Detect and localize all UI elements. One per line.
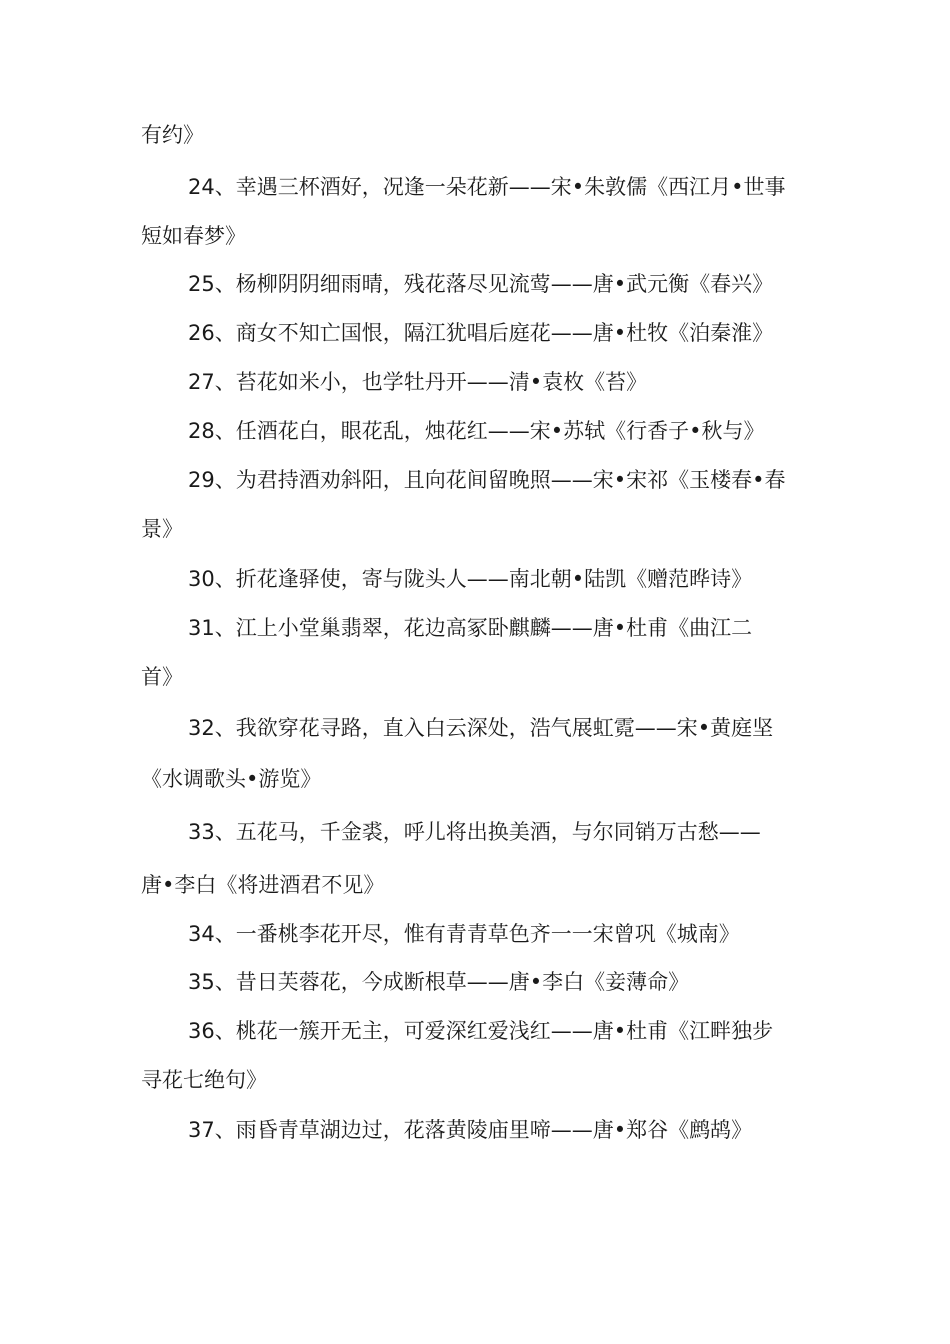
line-text: 寻花七绝句》 bbox=[141, 1068, 267, 1092]
line-text: 34、一番桃李花开尽，惟有青青草色齐一一宋曾巩《城南》 bbox=[188, 922, 740, 946]
line-text: 24、幸遇三杯酒好，况逢一朵花新——宋•朱敦儒《西江月•世事 bbox=[188, 175, 786, 199]
line-text: 26、商女不知亡国恨，隔江犹唱后庭花——唐•杜牧《泊秦淮》 bbox=[188, 321, 774, 345]
line-text: 景》 bbox=[141, 517, 183, 541]
line-text: 31、江上小堂巢翡翠，花边高冢卧麒麟——唐•杜甫《曲江二 bbox=[188, 616, 753, 640]
line-text: 37、雨昏青草湖边过，花落黄陵庙里啼——唐•郑谷《鹧鸪》 bbox=[188, 1118, 753, 1142]
line-text: 有约》 bbox=[141, 123, 204, 147]
line-text: 短如春梦》 bbox=[141, 224, 246, 248]
line-text: 27、苔花如米小，也学牡丹开——清•袁枚《苔》 bbox=[188, 370, 648, 394]
line-text: 32、我欲穿花寻路，直入白云深处，浩气展虹霓——宋•黄庭坚 bbox=[188, 716, 774, 740]
line-text: 33、五花马，千金裘，呼儿将出换美酒，与尔同销万古愁—— bbox=[188, 820, 761, 844]
line-text: 《水调歌头•游览》 bbox=[141, 767, 322, 791]
line-text: 29、为君持酒劝斜阳，且向花间留晚照——宋•宋祁《玉楼春•春 bbox=[188, 468, 786, 492]
line-text: 36、桃花一簇开无主，可爱深红爱浅红——唐•杜甫《江畔独步 bbox=[188, 1019, 774, 1043]
line-text: 30、折花逢驿使，寄与陇头人——南北朝•陆凯《赠范晔诗》 bbox=[188, 567, 753, 591]
line-text: 28、任酒花白，眼花乱，烛花红——宋•苏轼《行香子•秋与》 bbox=[188, 419, 765, 443]
line-text: 35、昔日芙蓉花，今成断根草——唐•李白《妾薄命》 bbox=[188, 970, 690, 994]
line-text: 25、杨柳阴阴细雨晴，残花落尽见流莺——唐•武元衡《春兴》 bbox=[188, 272, 774, 296]
line-text: 唐•李白《将进酒君不见》 bbox=[141, 873, 385, 897]
line-text: 首》 bbox=[141, 665, 183, 689]
